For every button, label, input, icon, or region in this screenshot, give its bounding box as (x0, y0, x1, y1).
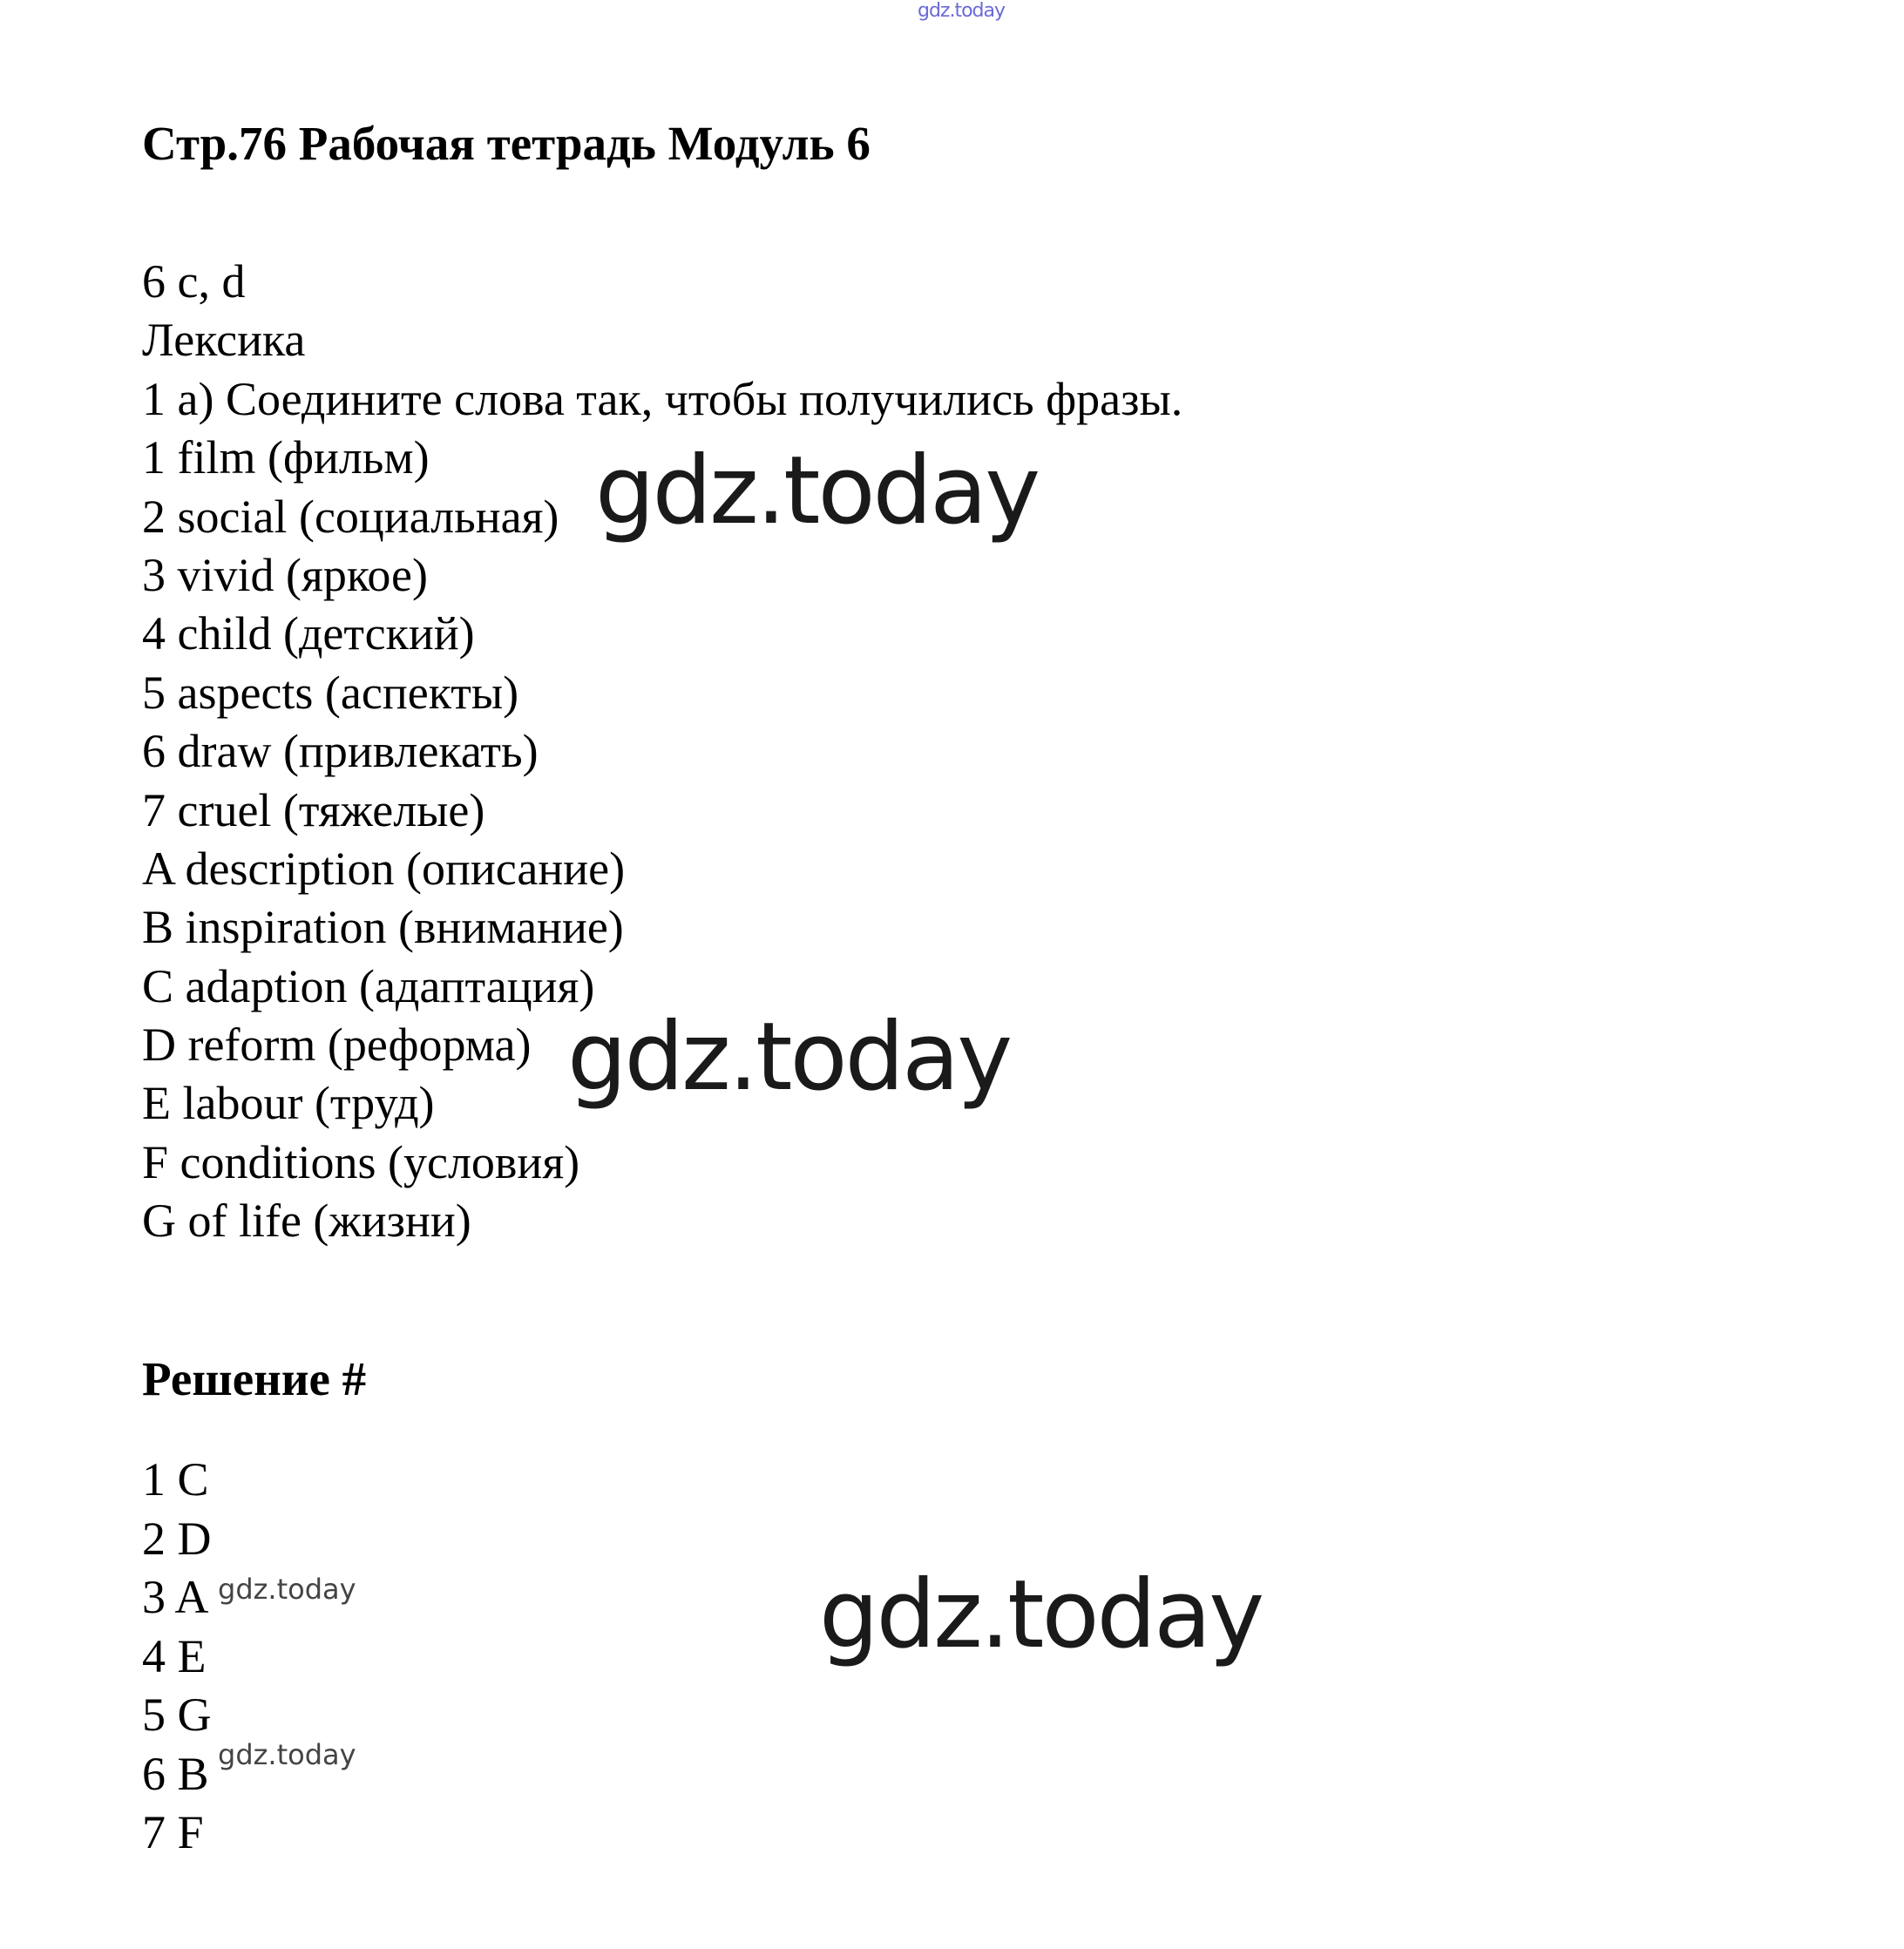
list-item: E labour (труд) (142, 1077, 435, 1130)
list-item: A description (описание) (142, 842, 626, 895)
watermark: gdz.today (218, 1738, 356, 1771)
solution-title: Решение # (142, 1352, 367, 1405)
answer-item: 3 A (142, 1571, 209, 1623)
watermark: gdz.today (595, 436, 1039, 545)
list-item: 7 cruel (тяжелые) (142, 783, 485, 836)
section-label: 6 c, d (142, 255, 246, 308)
list-item: D reform (реформа) (142, 1018, 532, 1072)
answer-item: 6 B (142, 1747, 209, 1800)
answer-item: 2 D (142, 1512, 212, 1565)
answer-item: 7 F (142, 1806, 204, 1858)
list-item: F conditions (условия) (142, 1135, 580, 1188)
watermark: gdz.today (567, 1003, 1011, 1112)
topic-label: Лексика (142, 314, 306, 367)
watermark: gdz.today (218, 1573, 356, 1606)
list-item: G of life (жизни) (142, 1194, 471, 1248)
list-item: 4 child (детский) (142, 607, 475, 660)
list-item: 2 social (социальная) (142, 490, 559, 543)
list-item: 5 aspects (аспекты) (142, 666, 519, 719)
list-item: B inspiration (внимание) (142, 901, 624, 954)
watermark: gdz.today (819, 1560, 1263, 1669)
answer-item: 5 G (142, 1688, 212, 1741)
page-title: Стр.76 Рабочая тетрадь Модуль 6 (142, 117, 871, 170)
answer-item: 1 C (142, 1453, 209, 1506)
list-item: C adaption (адаптация) (142, 959, 595, 1012)
task-instruction: 1 a) Соедините слова так, чтобы получились фразы. (142, 372, 1183, 425)
list-item: 3 vivid (яркое) (142, 548, 428, 601)
list-item: 1 film (фильм) (142, 431, 430, 484)
answers-block (142, 1451, 212, 1863)
list-item: 6 draw (привлекать) (142, 725, 539, 778)
answer-item: 4 E (142, 1629, 207, 1682)
top-watermark: gdz.today (918, 0, 1006, 22)
